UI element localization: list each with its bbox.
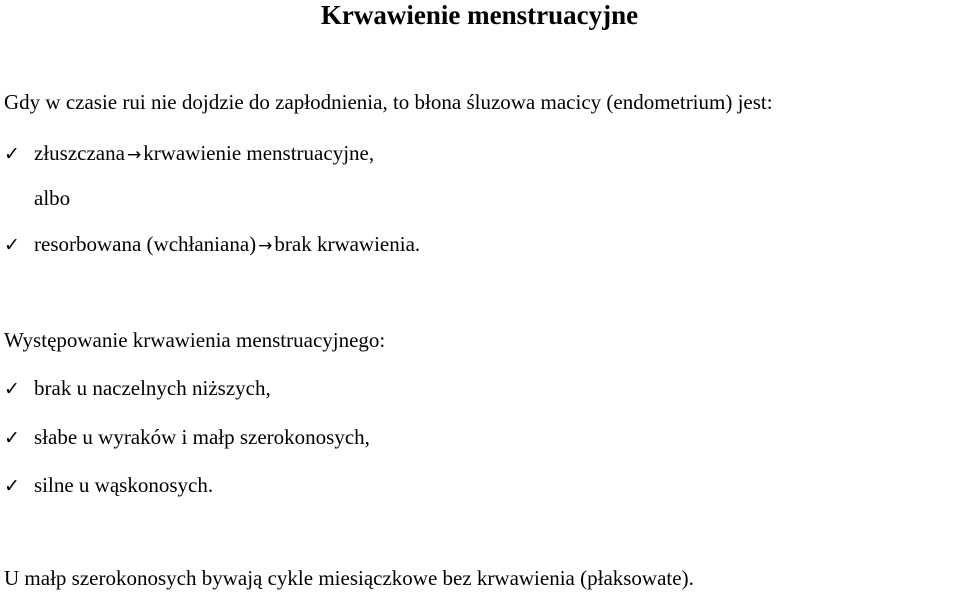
checkmark-icon: ✓ <box>4 144 20 165</box>
outcome-after: brak krwawienia. <box>274 232 421 256</box>
occurrence-text: silne u wąskonosych. <box>34 473 214 497</box>
outcome-after: krwawienie menstruacyjne, <box>143 141 375 165</box>
checkmark-icon: ✓ <box>4 428 20 449</box>
intro-paragraph: Gdy w czasie rui nie dojdzie do zapłodnienia, to błona śluzowa macicy (endometrium) jest: <box>4 90 773 114</box>
arrow-right-icon: → <box>126 145 142 165</box>
occurrence-heading: Występowanie krwawienia menstruacyjnego: <box>4 328 386 352</box>
occurrence-text: brak u naczelnych niższych, <box>34 376 271 400</box>
list-item <box>4 140 374 168</box>
page-title: Krwawienie menstruacyjne <box>320 0 639 30</box>
outcome-before: złuszczana <box>34 141 125 165</box>
checkmark-icon: ✓ <box>4 235 20 256</box>
list-item <box>4 424 370 452</box>
footer-note: U małp szerokonosych bywają cykle miesiączkowe bez krwawienia (płaksowate). <box>4 566 694 590</box>
list-item <box>4 375 271 403</box>
outcome-before: resorbowana (wchłaniana) <box>34 232 257 256</box>
checkmark-icon: ✓ <box>4 476 20 497</box>
arrow-right-icon: → <box>258 236 273 256</box>
list-item <box>4 231 420 259</box>
checkmark-icon: ✓ <box>4 379 20 400</box>
list-item <box>4 472 213 500</box>
occurrence-text: słabe u wyraków i małp szerokonosych, <box>34 425 370 449</box>
or-word: albo <box>34 186 71 210</box>
